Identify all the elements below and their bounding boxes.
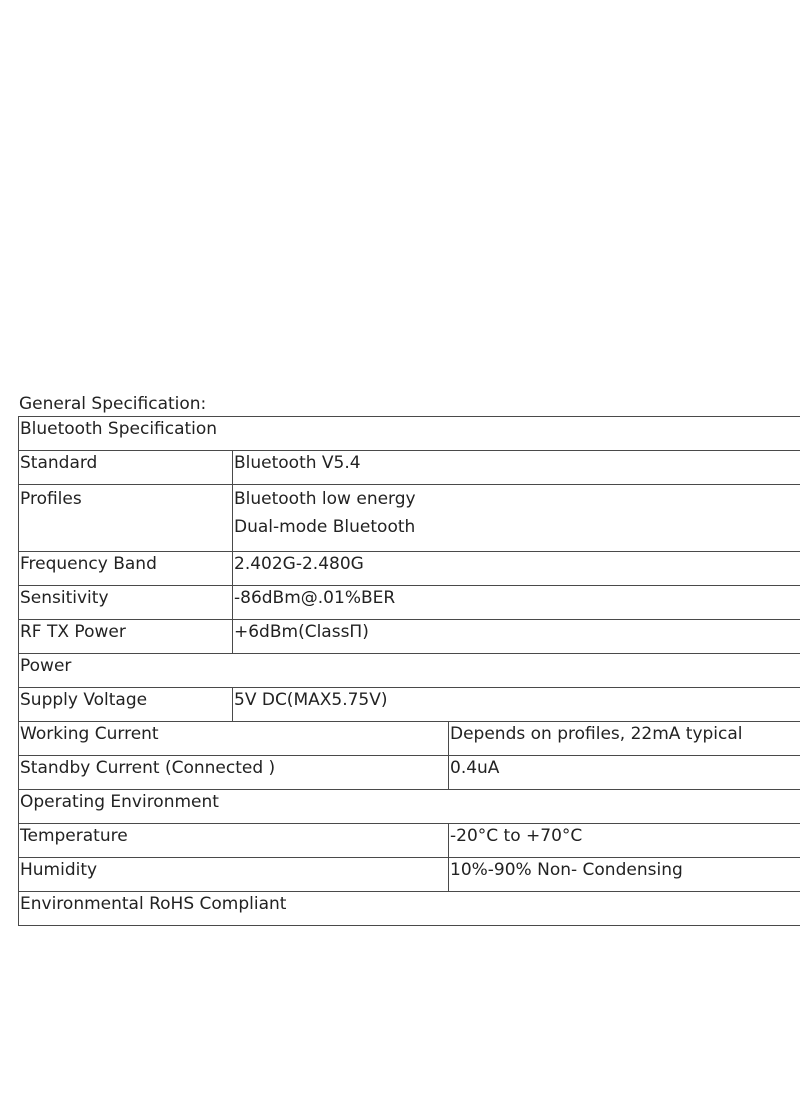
label-frequency: Frequency Band — [19, 552, 233, 586]
page-title: General Specification: — [19, 394, 207, 414]
value-supply-voltage: 5V DC(MAX5.75V) — [233, 688, 800, 722]
value-standard: Bluetooth V5.4 — [233, 451, 800, 485]
section-row-power — [19, 654, 800, 688]
value-humidity: 10%-90% Non- Condensing — [449, 858, 800, 892]
section-environment: Operating Environment — [19, 790, 800, 824]
table-row-humidity — [19, 858, 800, 892]
section-power: Power — [19, 654, 800, 688]
label-rf-power: RF TX Power — [19, 620, 233, 654]
value-sensitivity: -86dBm@.01%BER — [233, 586, 800, 620]
section-rohs: Environmental RoHS Compliant — [19, 892, 800, 926]
section-row-environment — [19, 790, 800, 824]
section-bluetooth: Bluetooth Specification — [19, 417, 800, 451]
table-row-sensitivity — [19, 586, 800, 620]
table-row-temperature — [19, 824, 800, 858]
label-sensitivity: Sensitivity — [19, 586, 233, 620]
value-profiles — [233, 485, 800, 552]
value-rf-power: +6dBm(ClassΠ) — [233, 620, 800, 654]
label-profiles: Profiles — [19, 485, 233, 552]
table-row-working-current — [19, 722, 800, 756]
value-working-current: Depends on profiles, 22mA typical — [449, 722, 800, 756]
table-row-rf-power — [19, 620, 800, 654]
section-row-bluetooth — [19, 417, 800, 451]
label-standard: Standard — [19, 451, 233, 485]
value-frequency: 2.402G-2.480G — [233, 552, 800, 586]
label-humidity: Humidity — [19, 858, 449, 892]
label-supply-voltage: Supply Voltage — [19, 688, 233, 722]
profile-dual-mode: Dual-mode Bluetooth — [234, 517, 416, 537]
section-row-rohs — [19, 892, 800, 926]
table-row-supply-voltage — [19, 688, 800, 722]
value-temperature: -20°C to +70°C — [449, 824, 800, 858]
profile-ble: Bluetooth low energy — [234, 489, 416, 509]
label-temperature: Temperature — [19, 824, 449, 858]
spec-table — [18, 416, 800, 926]
label-working-current: Working Current — [19, 722, 449, 756]
value-standby-current: 0.4uA — [449, 756, 800, 790]
table-row-profiles — [19, 485, 800, 552]
table-row-standby-current — [19, 756, 800, 790]
table-row-standard — [19, 451, 800, 485]
label-standby-current: Standby Current (Connected ) — [19, 756, 449, 790]
table-row-frequency — [19, 552, 800, 586]
